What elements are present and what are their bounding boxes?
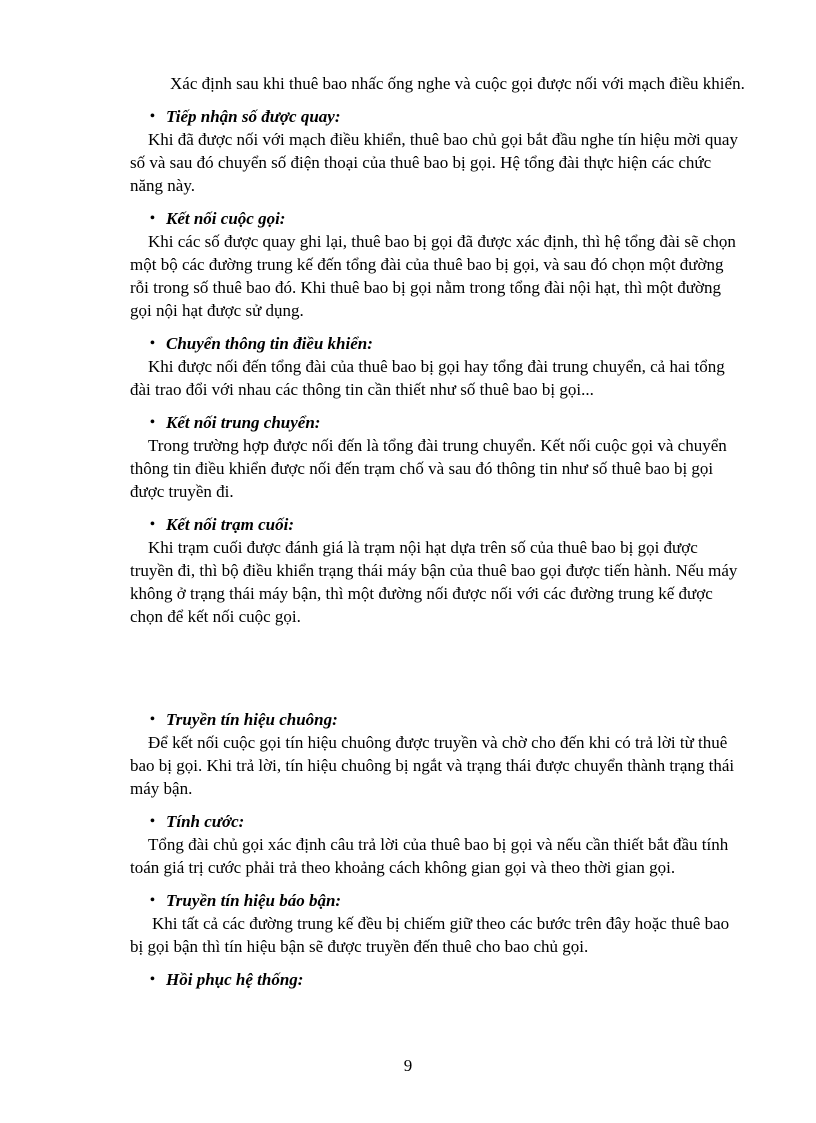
- bullet-icon: •: [150, 336, 155, 351]
- blank-gap: [130, 638, 745, 708]
- section-heading: • Truyền tín hiệu chuông:: [150, 710, 338, 729]
- section-truyen-chuong: [130, 708, 745, 800]
- section-hoi-phuc: [130, 968, 745, 991]
- section-body: Trong trường hợp được nối đến là tổng đài trung chuyển. Kết nối cuộc gọi và chuyển thông tin điều khiển được nối đến trạm chố và sau đó thông tin như số thuê bao bị gọi được truyền đi.: [130, 436, 727, 501]
- bullet-icon: •: [150, 814, 155, 829]
- section-heading: • Kết nối cuộc gọi:: [150, 209, 286, 228]
- bullet-icon: •: [150, 712, 155, 727]
- section-body: Khi đã được nối với mạch điều khiển, thuê bao chủ gọi bắt đầu nghe tín hiệu mời quay số và sau đó chuyển số điện thoại của thuê bao bị gọi. Hệ tổng đài thực hiện các chức năng này.: [130, 130, 738, 195]
- bullet-icon: •: [150, 972, 155, 987]
- section-ket-noi-trung-chuyen: [130, 411, 745, 503]
- bullet-icon: •: [150, 517, 155, 532]
- section-body: Tổng đài chủ gọi xác định câu trả lời của thuê bao bị gọi và nếu cần thiết bắt đầu tính toán giá trị cước phải trả theo khoảng cách không gian gọi và theo thời gian gọi.: [130, 835, 729, 877]
- section-tiep-nhan: [130, 105, 745, 197]
- section-body: Khi các số được quay ghi lại, thuê bao bị gọi đã được xác định, thì hệ tổng đài sẽ chọn một bộ các đường trung kế đến tổng đài của thuê bao bị gọi, và sau đó chọn một đường rỗi trong số thuê bao đó. Khi thuê bao bị gọi nằm trong tổng đài nội hạt, thì một đường gọi nội hạt được sử dụng.: [130, 232, 736, 320]
- section-ket-noi-cuoc-goi: [130, 207, 745, 322]
- section-heading: • Hồi phục hệ thống:: [150, 970, 304, 989]
- page-number: 9: [403, 1056, 413, 1075]
- section-ket-noi-tram-cuoi: [130, 513, 745, 628]
- bullet-icon: •: [150, 415, 155, 430]
- intro-paragraph: Xác định sau khi thuê bao nhấc ống nghe và cuộc gọi được nối với mạch điều khiển.: [170, 74, 745, 93]
- section-bao-ban: [130, 889, 745, 958]
- section-heading: • Kết nối trạm cuối:: [150, 515, 294, 534]
- section-heading: • Truyền tín hiệu báo bận:: [150, 891, 342, 910]
- section-heading: • Tiếp nhận số được quay:: [150, 107, 341, 126]
- section-body: Khi trạm cuối được đánh giá là trạm nội hạt dựa trên số của thuê bao bị gọi được truyền đi, thì bộ điều khiển trạng thái máy bận của thuê bao gọi được tiến hành. Nếu máy không ở trạng thái máy bận, thì một đường nối được nối với các đường trung kế được chọn để kết nối cuộc gọi.: [130, 538, 738, 626]
- document-page: [130, 72, 745, 1001]
- section-body: Khi được nối đến tổng đài của thuê bao bị gọi hay tổng đài trung chuyển, cả hai tổng đài trao đổi với nhau các thông tin cần thiết như số thuê bao bị gọi...: [130, 357, 725, 399]
- section-heading: • Chuyển thông tin điều khiển:: [150, 334, 373, 353]
- section-body: Khi tất cả các đường trung kế đều bị chiếm giữ theo các bước trên đây hoặc thuê bao bị gọi bận thì tín hiệu bận sẽ được truyền đến thuê cho bao chủ gọi.: [130, 914, 730, 956]
- section-heading: • Kết nối trung chuyển:: [150, 413, 321, 432]
- bullet-icon: •: [150, 211, 155, 226]
- bullet-icon: •: [150, 893, 155, 908]
- section-body: Để kết nối cuộc gọi tín hiệu chuông được truyền và chờ cho đến khi có trả lời từ thuê bao bị gọi. Khi trả lời, tín hiệu chuông bị ngắt và trạng thái được chuyển thành trạng thái máy bận.: [130, 733, 735, 798]
- section-chuyen-thong-tin: [130, 332, 745, 401]
- section-heading: • Tính cước:: [150, 812, 245, 831]
- section-tinh-cuoc: [130, 810, 745, 879]
- bullet-icon: •: [150, 109, 155, 124]
